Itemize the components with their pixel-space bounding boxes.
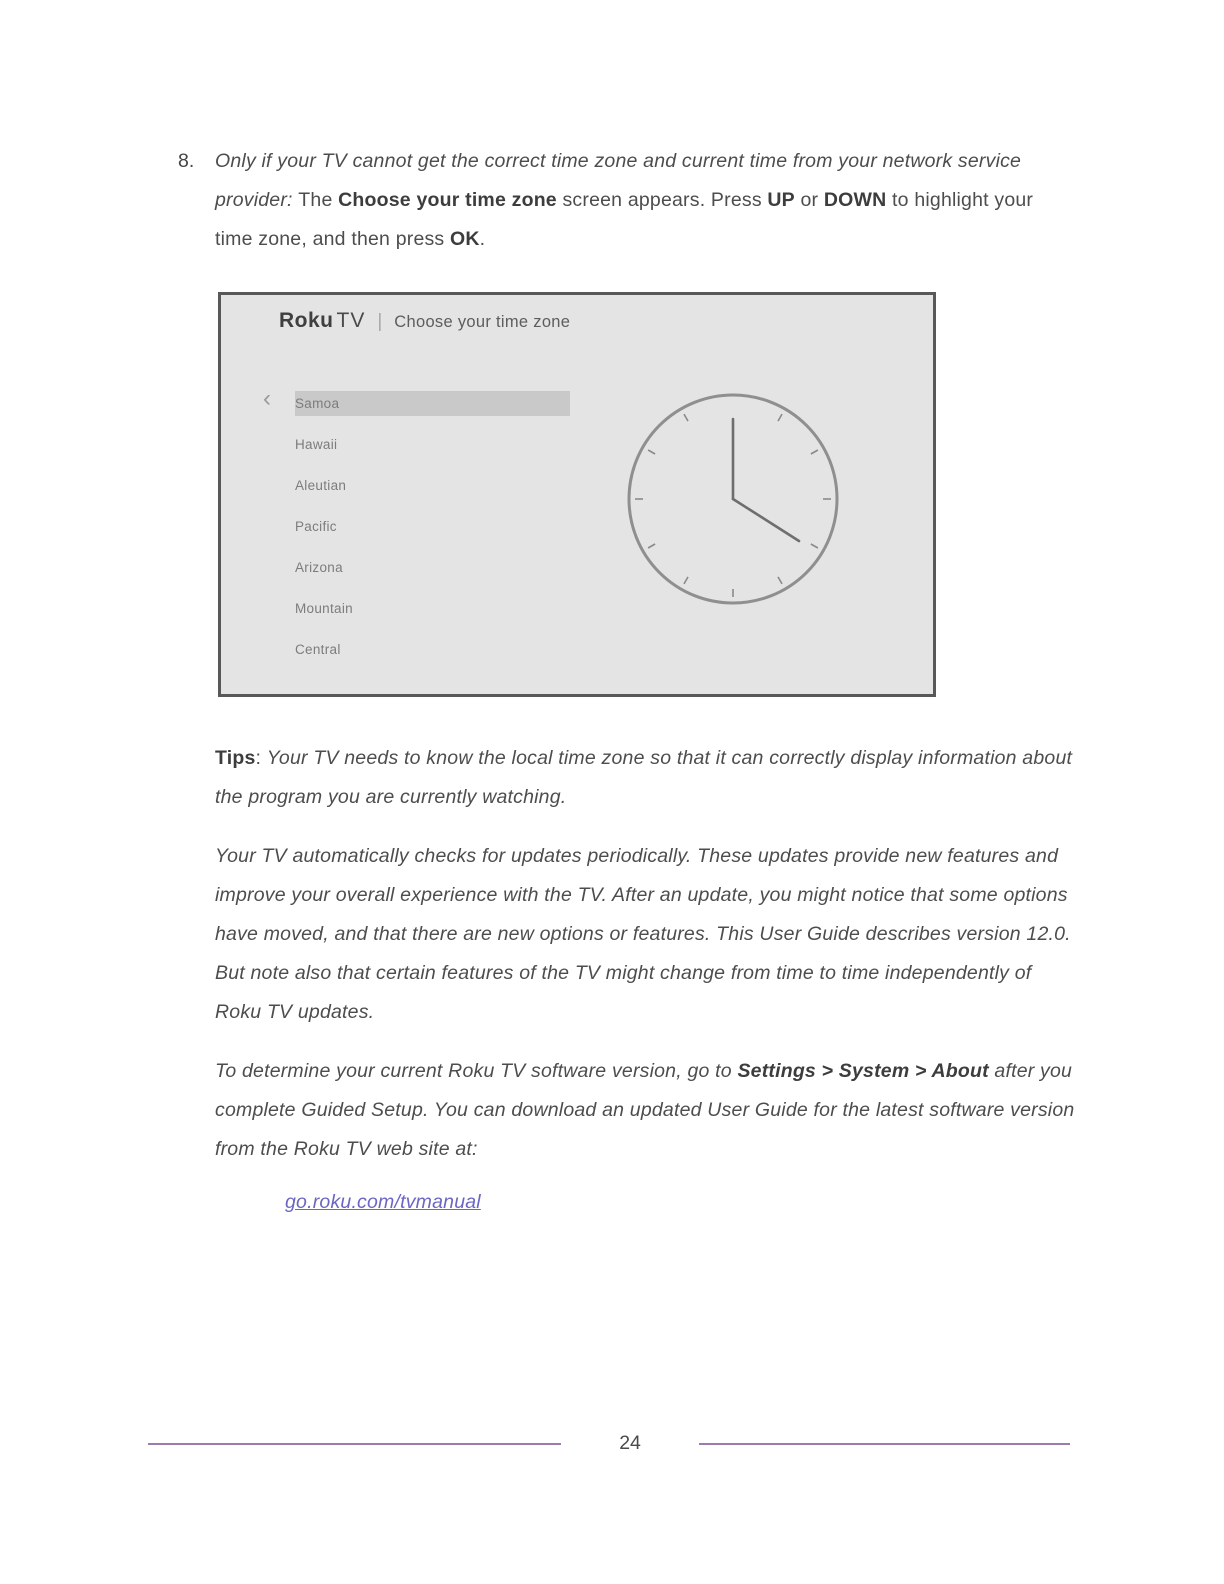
tv-screen-header — [279, 309, 570, 333]
roku-tv-screenshot — [218, 292, 936, 697]
timezone-item-aleutian: Aleutian — [295, 478, 347, 493]
timezone-item-samoa: Samoa — [286, 383, 570, 424]
timezone-item-central: Central — [295, 642, 341, 657]
link-line — [285, 1191, 1075, 1214]
version-paragraph: To determine your current Roku TV software version, go to Settings > System > About after you complete Guided Setup. You can download an updated User Guide for the latest software version from the Roku TV web site at: — [215, 1060, 1075, 1160]
updates-paragraph: Your TV automatically checks for updates periodically. These updates provide new features and improve your overall experience with the TV. After an update, you might notice that some options have moved, and that there are new options or features. This User Guide describes version 12.0. But note also that certain features of the TV might change from time to time independently of Roku TV updates. — [215, 845, 1071, 1023]
tv-manual-link[interactable]: go.roku.com/tvmanual — [285, 1191, 481, 1213]
timezone-list — [286, 383, 570, 670]
step-8 — [178, 142, 1224, 1214]
page-footer — [148, 1432, 1070, 1455]
step-number: 8. — [178, 150, 195, 172]
step-text: Only if your TV cannot get the correct time zone and current time from your network service provider: The Choose your time zone screen appears. Press UP or DOWN to highlight your time zone, and then press OK. — [215, 150, 1034, 250]
tips-paragraph: Tips: Your TV needs to know the local time zone so that it can correctly display information about the program you are currently watching. — [215, 747, 1073, 808]
screen-title: Choose your time zone — [394, 313, 571, 331]
back-chevron-icon: ‹ — [263, 385, 271, 412]
footer-line-left — [148, 1443, 561, 1445]
roku-logo: Roku — [279, 309, 334, 332]
tv-logo-text: TV — [336, 309, 366, 332]
timezone-item-arizona: Arizona — [295, 560, 343, 575]
timezone-item-pacific: Pacific — [295, 519, 337, 534]
footer-line-right — [699, 1443, 1070, 1445]
logo-separator: | — [377, 311, 383, 332]
timezone-item-mountain: Mountain — [295, 601, 353, 616]
step-body — [215, 142, 1075, 1214]
page-number: 24 — [619, 1432, 641, 1454]
clock-illustration — [623, 389, 843, 609]
timezone-item-hawaii: Hawaii — [295, 437, 338, 452]
